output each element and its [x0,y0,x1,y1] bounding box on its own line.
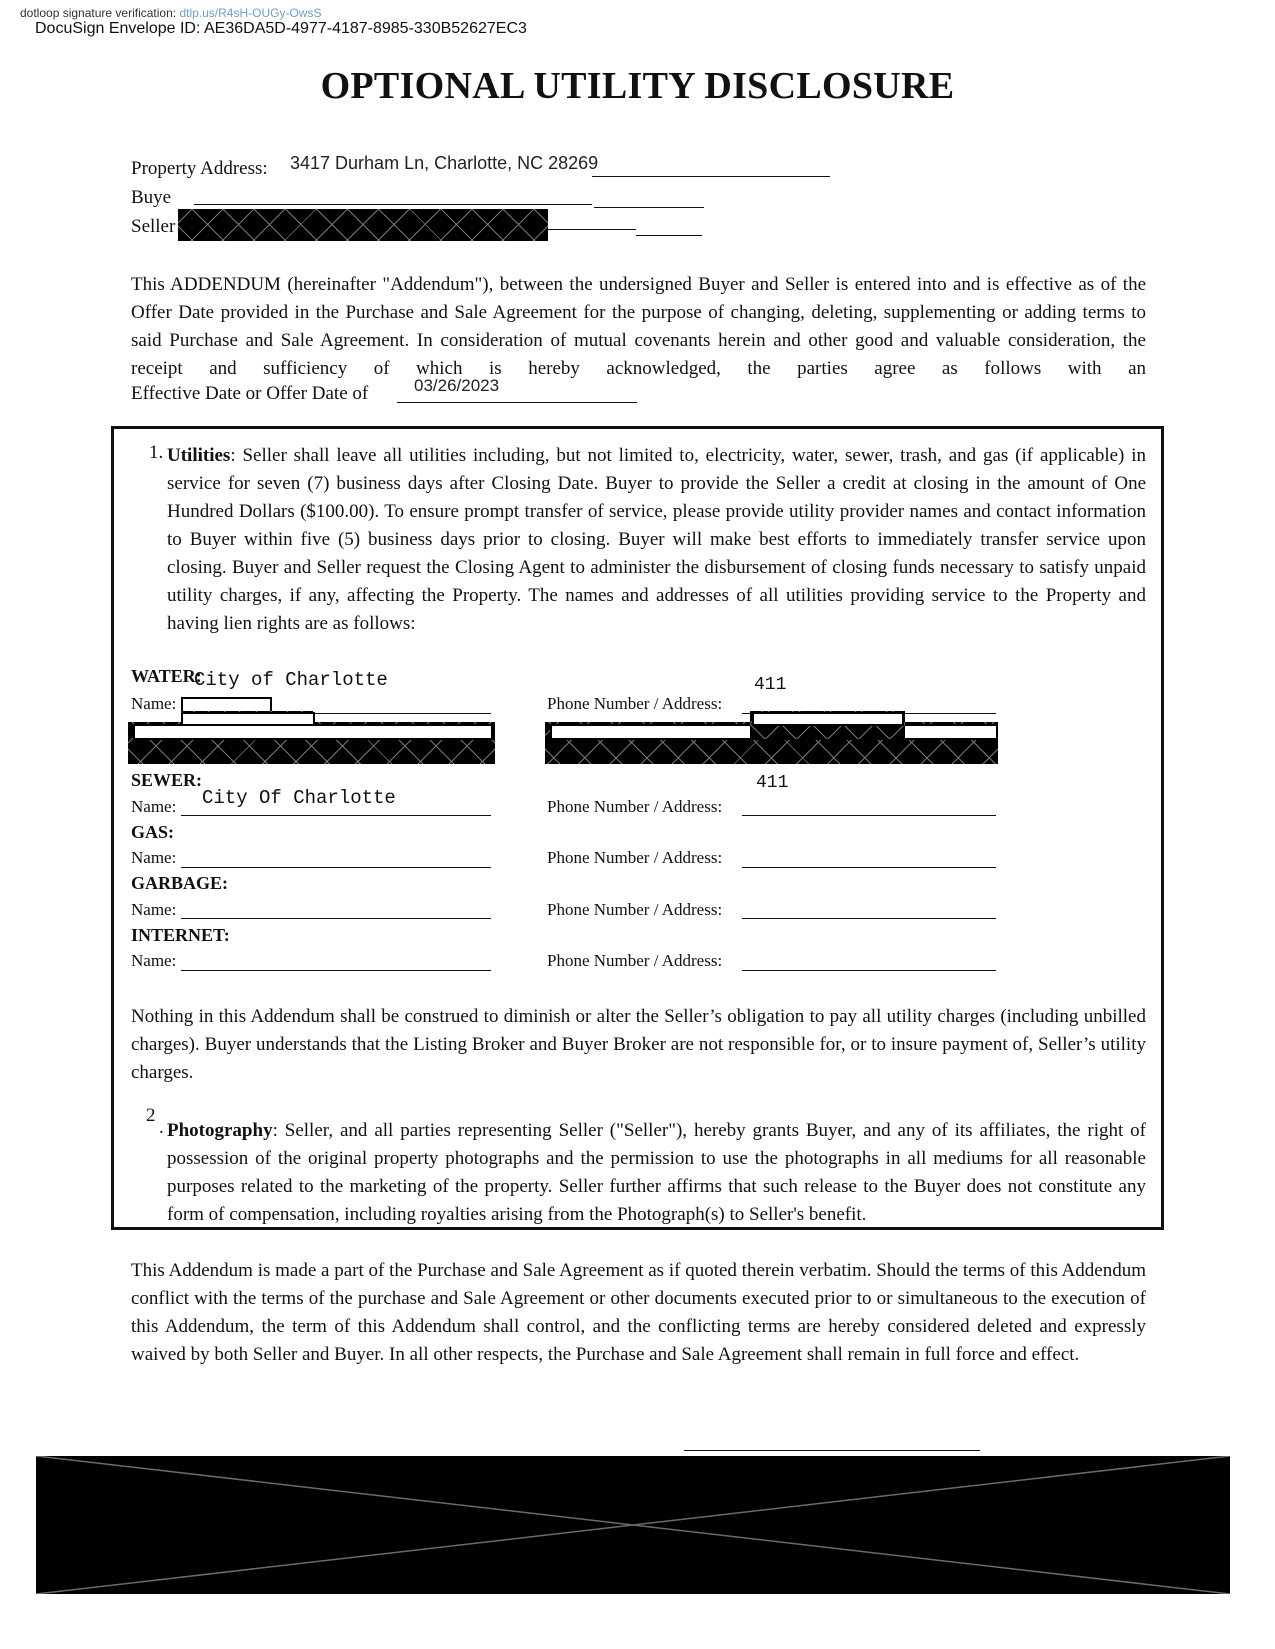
sewer-phone-value[interactable]: 411 [756,773,789,793]
sewer-name-line [181,815,491,816]
internet-phone-line[interactable] [742,970,996,971]
section1-paragraph [167,442,1146,638]
gas-heading: GAS: [131,822,175,842]
section1-heading: Utilities [167,445,231,466]
water-name-line-box [181,712,315,726]
section2-text: : Seller, and all parties representing Seller ("Seller"), hereby grants Buyer, and any of its affiliates, the right of possession of the original property photographs and the permission to use the photographs in all mediums for all reasonable purposes related to the marketing of the property. Seller further affirms that such release to the Buyer does not constitute any form of compensation, including royalties arising from the Photograph(s) to Seller's benefit. [167,1120,1146,1225]
water-phone-value[interactable]: 411 [754,675,787,695]
effective-date-line [397,402,637,403]
water-address-line-box [133,724,493,740]
seller-line-ext [636,235,702,236]
garbage-phone-line[interactable] [742,918,996,919]
internet-name-label: Name: [131,951,177,970]
closing-clause: This Addendum is made a part of the Purchase and Sale Agreement as if quoted therein verbatim. Should the terms of this Addendum conflict with the terms of the purchase and Sale Agreement or other documents executed prior to or simultaneous to the execution of this Addendum, the term of this Addendum shall control, and the conflicting terms are hereby considered deleted and expressly waived by both Seller and Buyer. In all other respects, the Purchase and Sale Agreement shall remain in full force and effect. [131,1260,1146,1365]
section2-number: 2 [146,1105,156,1126]
seller-label: Seller [131,216,176,237]
property-address-line [592,176,830,177]
sewer-phone-label: Phone Number / Address: [547,797,723,816]
buyer-line-ext [594,207,704,208]
water-phone-label: Phone Number / Address: [547,694,723,713]
signature-redaction [36,1456,1230,1594]
effective-date-label: Effective Date or Offer Date of [131,383,369,404]
property-address-label: Property Address: [131,158,268,179]
garbage-name-line[interactable] [181,918,491,919]
sewer-phone-line [742,815,996,816]
dotloop-link[interactable]: dtlp.us/R4sH-OUGy-OwsS [179,6,322,20]
sewer-name-value[interactable]: City Of Charlotte [202,787,396,809]
section2-paragraph [167,1117,1146,1229]
page-title: OPTIONAL UTILITY DISCLOSURE [320,65,955,107]
property-address-value[interactable]: 3417 Durham Ln, Charlotte, NC 28269 [290,153,599,173]
section2-heading: Photography [167,1120,273,1141]
sewer-name-label: Name: [131,797,177,816]
redaction-cross-icon [36,1456,1230,1594]
sewer-heading: SEWER: [131,770,203,790]
internet-phone-label: Phone Number / Address: [547,951,723,970]
water-name-label: Name: [131,694,177,713]
envelope-id: DocuSign Envelope ID: AE36DA5D-4977-4187-8985-330B52627EC3 [35,20,527,37]
section2-dot: . [159,1117,164,1138]
water-phone-box [752,712,904,726]
dotloop-label: dotloop signature verification: [20,6,177,20]
signature-line [684,1450,980,1451]
internet-heading: INTERNET: [131,925,230,945]
gas-name-label: Name: [131,848,177,867]
gas-phone-label: Phone Number / Address: [547,848,723,867]
gas-phone-line[interactable] [742,867,996,868]
garbage-phone-label: Phone Number / Address: [547,900,723,919]
water-name-value[interactable]: City of Charlotte [194,669,388,691]
effective-date-value[interactable]: 03/26/2023 [414,376,500,395]
buyer-label: Buye [131,187,172,208]
intro-paragraph: This ADDENDUM (hereinafter "Addendum"), between the undersigned Buyer and Seller is entered into and is effective as of the Offer Date provided in the Purchase and Sale Agreement for the purpose of changing, deleting, supplementing or adding terms to said Purchase and Sale Agreement. In consideration of mutual covenants herein and other good and valuable consideration, the receipt and sufficiency of which is hereby acknowledged, the parties agree as follows with an [131,274,1146,379]
nothing-clause: Nothing in this Addendum shall be construed to diminish or alter the Seller’s obligation to pay all utility charges (including unbilled charges). Buyer understands that the Listing Broker and Buyer Broker are not responsible for, or to insure payment of, Seller’s utility charges. [131,1006,1146,1083]
seller-line [548,229,636,230]
water-heading: WATER: [131,666,202,686]
section1-text: : Seller shall leave all utilities including, but not limited to, electricity, water, sewer, trash, and gas (if applicable) in service for seven (7) business days after Closing Date. Buyer to provide the Seller a credit at closing in the amount of One Hundred Dollars ($100.00). To ensure prompt transfer of service, please provide utility provider names and contact information to Buyer within five (5) business days prior to closing. Buyer will make best efforts to immediately transfer service upon closing. Buyer and Seller request the Closing Agent to administer the disbursement of closing funds necessary to satisfy unpaid utility charges, if any, affecting the Property. The names and addresses of all utilities providing service to the Property and having lien rights are as follows: [167,445,1146,634]
seller-redaction [178,209,548,241]
garbage-heading: GARBAGE: [131,873,229,893]
dotloop-verification [20,6,321,20]
section1-number: 1. [149,442,164,463]
garbage-name-label: Name: [131,900,177,919]
gas-name-line[interactable] [181,867,491,868]
internet-name-line[interactable] [181,970,491,971]
buyer-line[interactable] [194,204,592,205]
